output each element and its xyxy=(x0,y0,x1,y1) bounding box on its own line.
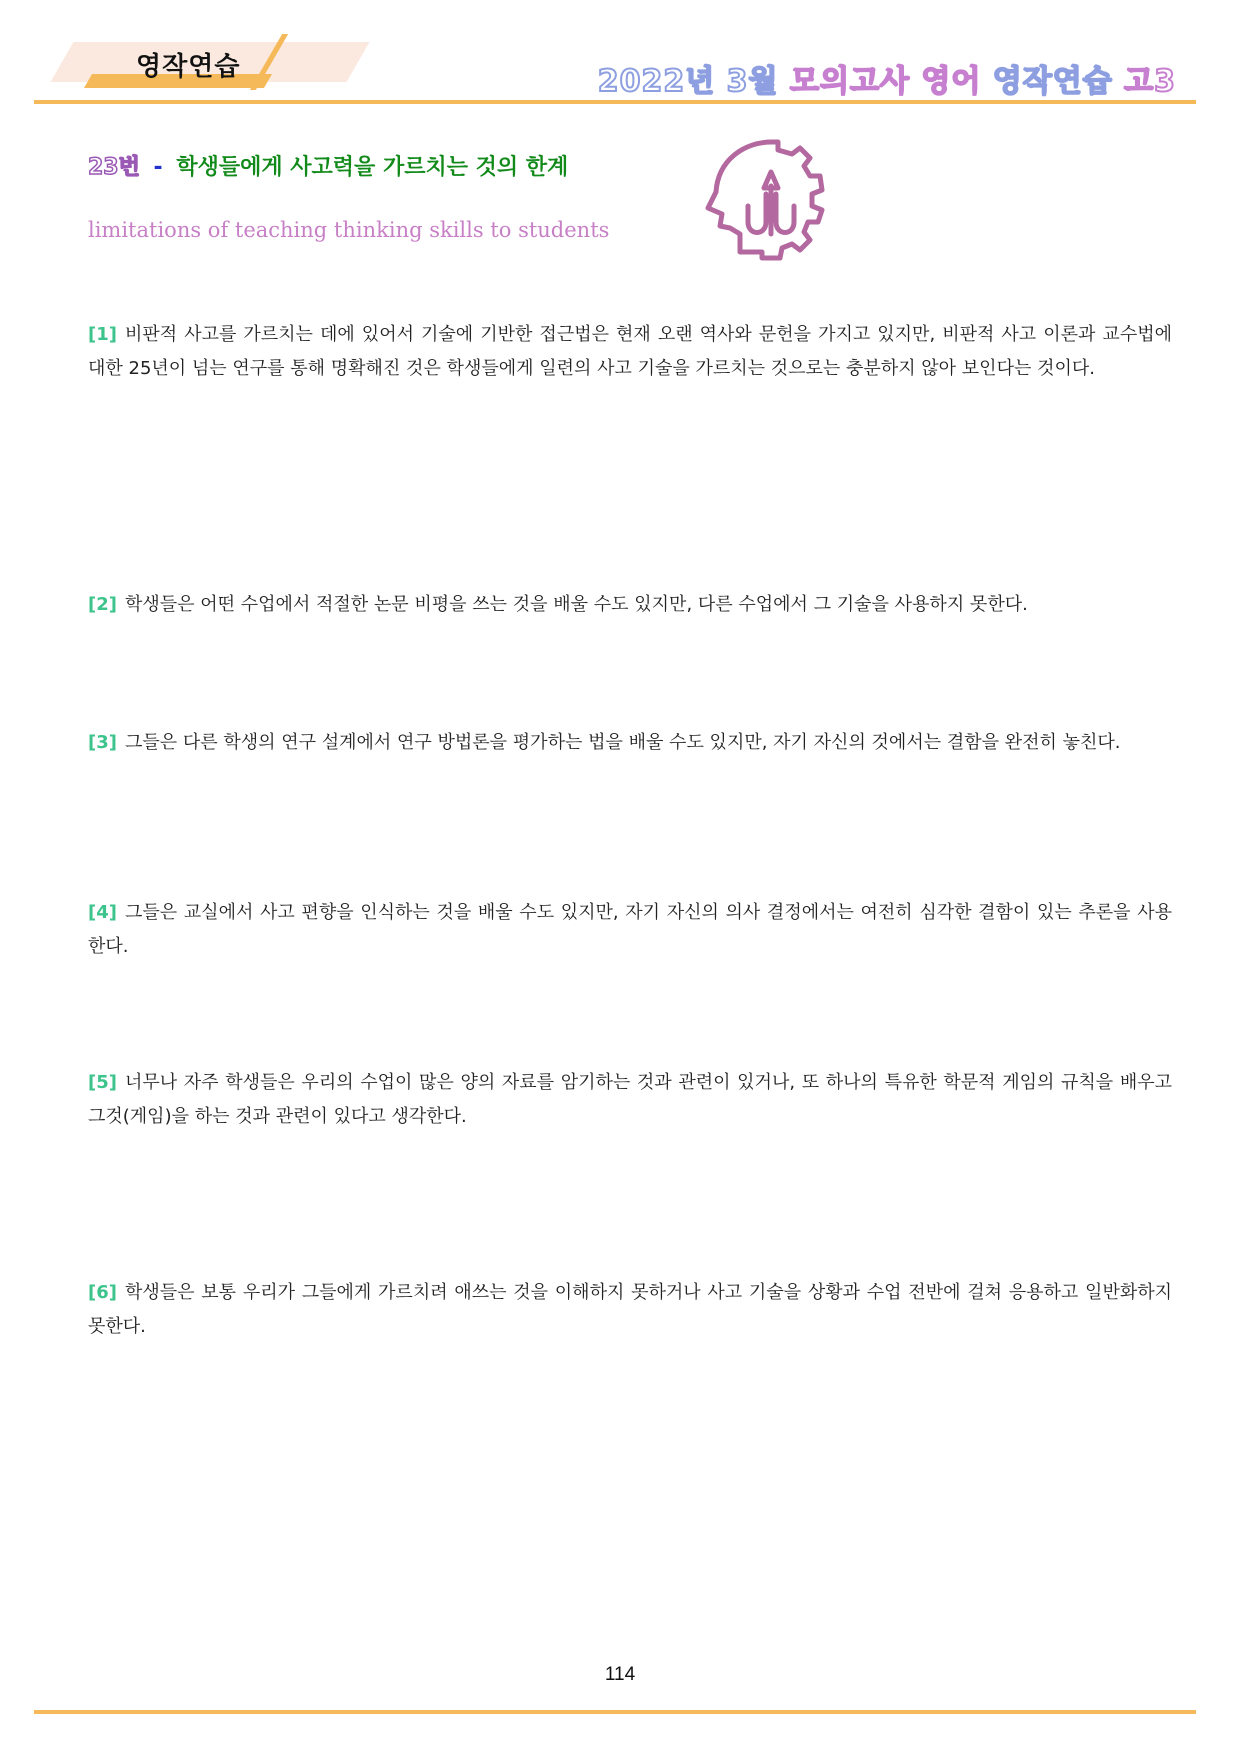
paragraph-1 xyxy=(88,318,1172,386)
title-dash: - xyxy=(153,155,163,180)
paragraph-3 xyxy=(88,726,1172,760)
section-title xyxy=(88,150,568,181)
paragraph-text: 그들은 교실에서 사고 편향을 인식하는 것을 배울 수도 있지만, 자기 자신의 의사 결정에서는 여전히 심각한 결함이 있는 추론을 사용한다. xyxy=(88,902,1172,957)
question-number: 23번 xyxy=(88,155,140,180)
header-divider xyxy=(34,100,1196,104)
paragraph-marker: [1] xyxy=(88,324,117,345)
header-tag-label: 영작연습 xyxy=(136,52,241,82)
paragraph-text: 그들은 다른 학생의 연구 설계에서 연구 방법론을 평가하는 법을 배울 수도 있지만, 자기 자신의 것에서는 결함을 완전히 놓친다. xyxy=(124,732,1121,753)
head-gear-pencil-icon xyxy=(700,130,840,270)
page-header xyxy=(0,0,1240,110)
header-title xyxy=(598,56,1176,100)
header-title-grade: 고3 xyxy=(1124,64,1176,99)
header-title-practice: 영작연습 xyxy=(992,64,1125,99)
paragraph-marker: [4] xyxy=(88,902,117,923)
section-subtitle-english: limitations of teaching thinking skills to students xyxy=(88,218,610,242)
paragraph-text: 비판적 사고를 가르치는 데에 있어서 기술에 기반한 접근법은 현재 오랜 역사와 문헌을 가지고 있지만, 비판적 사고 이론과 교수법에 대한 25년이 넘는 연구를 통해 명확해진 것은 학생들에게 일련의 사고 기술을 가르치는 것으로는 충분하지 않아 보인다는 것이다. xyxy=(88,324,1172,379)
page-number: 114 xyxy=(604,1664,636,1685)
paragraph-6 xyxy=(88,1276,1172,1344)
section-title-korean: 학생들에게 사고력을 가르치는 것의 한계 xyxy=(176,155,569,180)
paragraph-text: 학생들은 보통 우리가 그들에게 가르치려 애쓰는 것을 이해하지 못하거나 사고 기술을 상황과 수업 전반에 걸쳐 응용하고 일반화하지 못한다. xyxy=(88,1282,1172,1337)
header-title-year-month: 2022년 3월 xyxy=(597,64,790,99)
header-title-exam: 모의고사 영어 xyxy=(789,64,993,99)
paragraph-marker: [5] xyxy=(88,1072,117,1093)
paragraph-2 xyxy=(88,588,1172,622)
paragraph-text: 너무나 자주 학생들은 우리의 수업이 많은 양의 자료를 암기하는 것과 관련이 있거나, 또 하나의 특유한 학문적 게임의 규칙을 배우고 그것(게임)을 하는 것과 관련이 있다고 생각한다. xyxy=(88,1072,1172,1127)
paragraph-text: 학생들은 어떤 수업에서 적절한 논문 비평을 쓰는 것을 배울 수도 있지만, 다른 수업에서 그 기술을 사용하지 못한다. xyxy=(124,594,1028,615)
paragraph-5 xyxy=(88,1066,1172,1134)
paragraph-marker: [3] xyxy=(88,732,117,753)
paragraph-marker: [2] xyxy=(88,594,117,615)
footer-divider xyxy=(34,1710,1196,1714)
paragraph-4 xyxy=(88,896,1172,964)
paragraph-marker: [6] xyxy=(88,1282,117,1303)
